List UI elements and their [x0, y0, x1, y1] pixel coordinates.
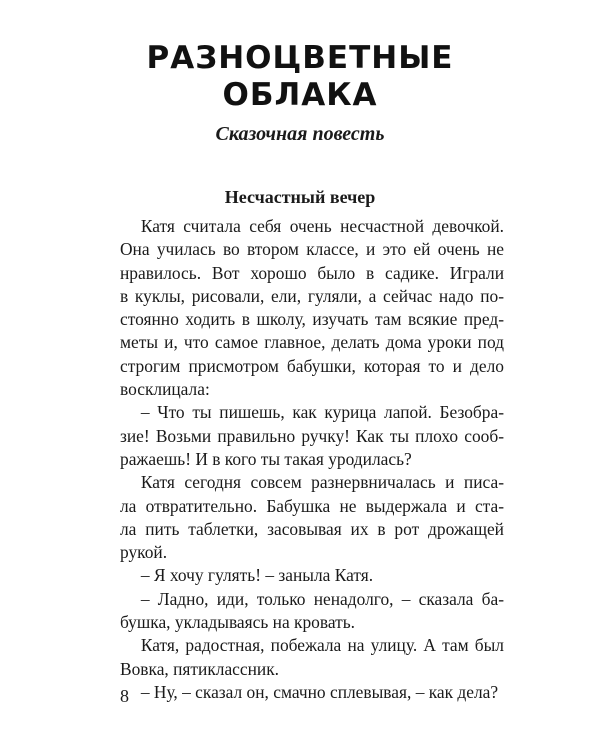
text-line: восклицала: [120, 379, 210, 400]
text-line: стоянно ходить в школу, изучать там всякие пред- [120, 309, 504, 330]
text-line: рукой. [120, 542, 168, 563]
text-line: бушка, укладываясь на кровать. [120, 612, 355, 633]
chapter-title: Несчастный вечер [224, 187, 376, 207]
text-line: строгим присмотром бабушки, которая то и дело [120, 355, 504, 376]
text-line: Катя считала себя очень несчастной девочкой. [140, 216, 504, 236]
text-line: – Ну, – сказал он, смачно сплевывая, – как дела? [140, 681, 499, 702]
text-line: ражаешь! И в кого ты такая уродилась? [120, 448, 412, 469]
book-title-line-2: ОБЛАКА [222, 77, 378, 113]
text-line: – Что ты пишешь, как курица лапой. Безобра- [140, 402, 504, 423]
text-line: меты и, что самое главное, делать дома уроки под [120, 332, 504, 353]
text-line: Она училась во втором классе, и это ей очень не [120, 239, 504, 260]
book-title [0, 40, 600, 114]
text-line: зие! Возьми правильно ручку! Как ты плохо сооб- [120, 425, 504, 446]
text-line: нравилось. Вот хорошо было в садике. Играли [120, 262, 504, 283]
book-title-line-1: РАЗНОЦВЕТНЫЕ [146, 40, 454, 76]
text-line: – Ладно, иди, только ненадолго, – сказала ба- [140, 588, 504, 609]
text-line: ла отвратительно. Бабушка не выдержала и ста- [120, 495, 504, 516]
text-line: Катя, радостная, побежала на улицу. А там был [140, 635, 504, 656]
text-line: Вовка, пятиклассник. [120, 658, 280, 679]
text-line: в куклы, рисовали, ели, гуляли, а сейчас надо по- [120, 285, 504, 306]
book-subtitle: Сказочная повесть [215, 123, 385, 145]
body-text [120, 215, 504, 704]
page-number: 8 [120, 686, 129, 706]
text-line: ла пить таблетки, засовывая их в рот дрожащей [120, 518, 504, 539]
text-line: Катя сегодня совсем разнервничалась и писа- [140, 472, 504, 493]
text-line: – Я хочу гулять! – заныла Катя. [140, 565, 374, 586]
